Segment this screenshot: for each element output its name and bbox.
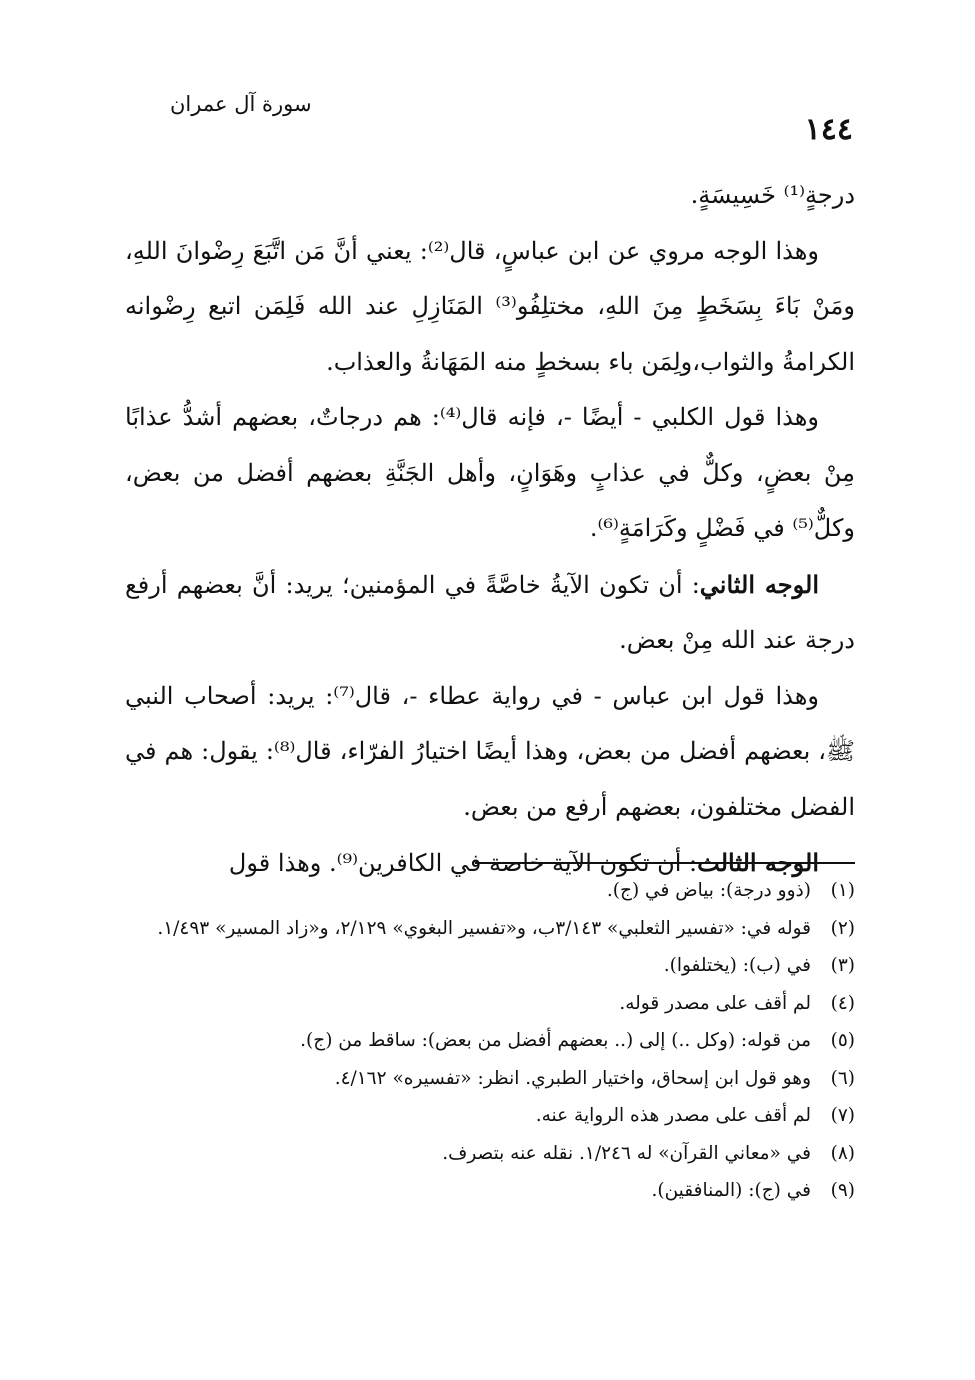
footnote-2 <box>120 910 855 948</box>
footnote-3 <box>120 947 855 985</box>
footnote-number: (٢) <box>830 917 855 939</box>
footnote-1 <box>120 872 855 910</box>
footnote-text: (ذوو درجة): بياض في (ج). <box>606 880 811 901</box>
footnote-number: (١) <box>830 880 855 901</box>
footnote-text: في (ب): (يختلفوا). <box>663 955 811 976</box>
footnote-text: قوله في: «تفسير الثعلبي» ٣/١٤٣ب، و«تفسير البغوي» ٢/١٢٩، و«زاد المسير» ١/٤٩٣. <box>157 917 811 939</box>
running-title: سورة آل عمران <box>170 92 312 116</box>
paragraph-5: وهذا قول ابن عباس - في رواية عطاء -، قال⁽⁷⁾: يريد: أصحاب النبي ﷺ، بعضهم أفضل من بعض، وهذا أيضًا اختيارُ الفرّاء، قال⁽⁸⁾: يقول: هم في الفضل مختلفون، بعضهم أرفع من بعض. <box>125 681 855 821</box>
footnote-6 <box>120 1060 855 1098</box>
footnote-number: (٤) <box>830 992 855 1014</box>
section-heading-third-view: الوجه الثالث <box>697 848 819 877</box>
footnote-9 <box>120 1172 855 1210</box>
paragraph-2: وهذا الوجه مروي عن ابن عباسٍ، قال⁽²⁾: يعني أنَّ مَن اتَّبَعَ رِضْوانَ اللهِ، ومَنْ بَاءَ بِسَخَطٍ مِنَ اللهِ، مختلِفُو⁽³⁾ المَنَازِلِ عند الله فَلِمَن اتبع رِضْوانه الكرامةُ والثواب،ولِمَن باء بسخطٍ منه المَهَانةُ والعذاب. <box>125 236 855 376</box>
footnote-number: (٨) <box>830 1142 855 1164</box>
section-heading-second-view: الوجه الثاني <box>699 569 820 599</box>
footnote-number: (٧) <box>830 1105 855 1126</box>
paragraph-6-text: : أن تكون الآية خاصة في الكافرين⁽⁹⁾. وهذا قول <box>228 849 698 877</box>
footnote-4 <box>120 985 855 1023</box>
footnotes <box>120 872 855 1210</box>
footnote-text: في (ج): (المنافقين). <box>651 1180 811 1201</box>
page-header <box>110 92 865 152</box>
footnote-number: (٦) <box>830 1067 855 1089</box>
footnote-number: (٥) <box>830 1030 855 1051</box>
main-text <box>125 168 855 892</box>
footnote-text: لم أقف على مصدر هذه الرواية عنه. <box>535 1105 811 1126</box>
page-number: ١٤٤ <box>804 112 853 147</box>
footnote-divider <box>475 862 855 864</box>
paragraph-1: درجةٍ⁽¹⁾ خَسِيسَةٍ. <box>690 181 855 209</box>
footnote-7 <box>120 1097 855 1135</box>
footnote-text: لم أقف على مصدر قوله. <box>619 992 811 1014</box>
paragraph-3: وهذا قول الكلبي - أيضًا -، فإنه قال⁽⁴⁾: هم درجاتٌ، بعضهم أشدُّ عذابًا مِنْ بعضٍ، وكلٌّ في عذابٍ وهَوَانٍ، وأهل الجَنَّةِ بعضهم أفضل من بعض، وكلٌّ⁽⁵⁾ في فَضْلٍ وكَرَامَةٍ⁽⁶⁾. <box>125 403 855 542</box>
paragraph-4 <box>125 557 855 669</box>
paragraph-4-text: : أن تكون الآيةُ خاصَّةً في المؤمنين؛ يريد: أنَّ بعضهم أرفع درجة عند الله مِنْ بعض. <box>125 570 855 654</box>
footnote-number: (٩) <box>830 1180 855 1201</box>
footnote-number: (٣) <box>830 955 855 976</box>
footnote-text: وهو قول ابن إسحاق، واختيار الطبري. انظر: «تفسيره» ٤/١٦٢. <box>334 1067 811 1089</box>
footnote-text: في «معاني القرآن» له ١/٢٤٦. نقله عنه بتصرف. <box>442 1142 811 1164</box>
footnote-8 <box>120 1135 855 1173</box>
footnote-5 <box>120 1022 855 1060</box>
footnote-text: من قوله: (وكل ..) إلى (.. بعضهم أفضل من بعض): ساقط من (ج). <box>300 1030 811 1051</box>
